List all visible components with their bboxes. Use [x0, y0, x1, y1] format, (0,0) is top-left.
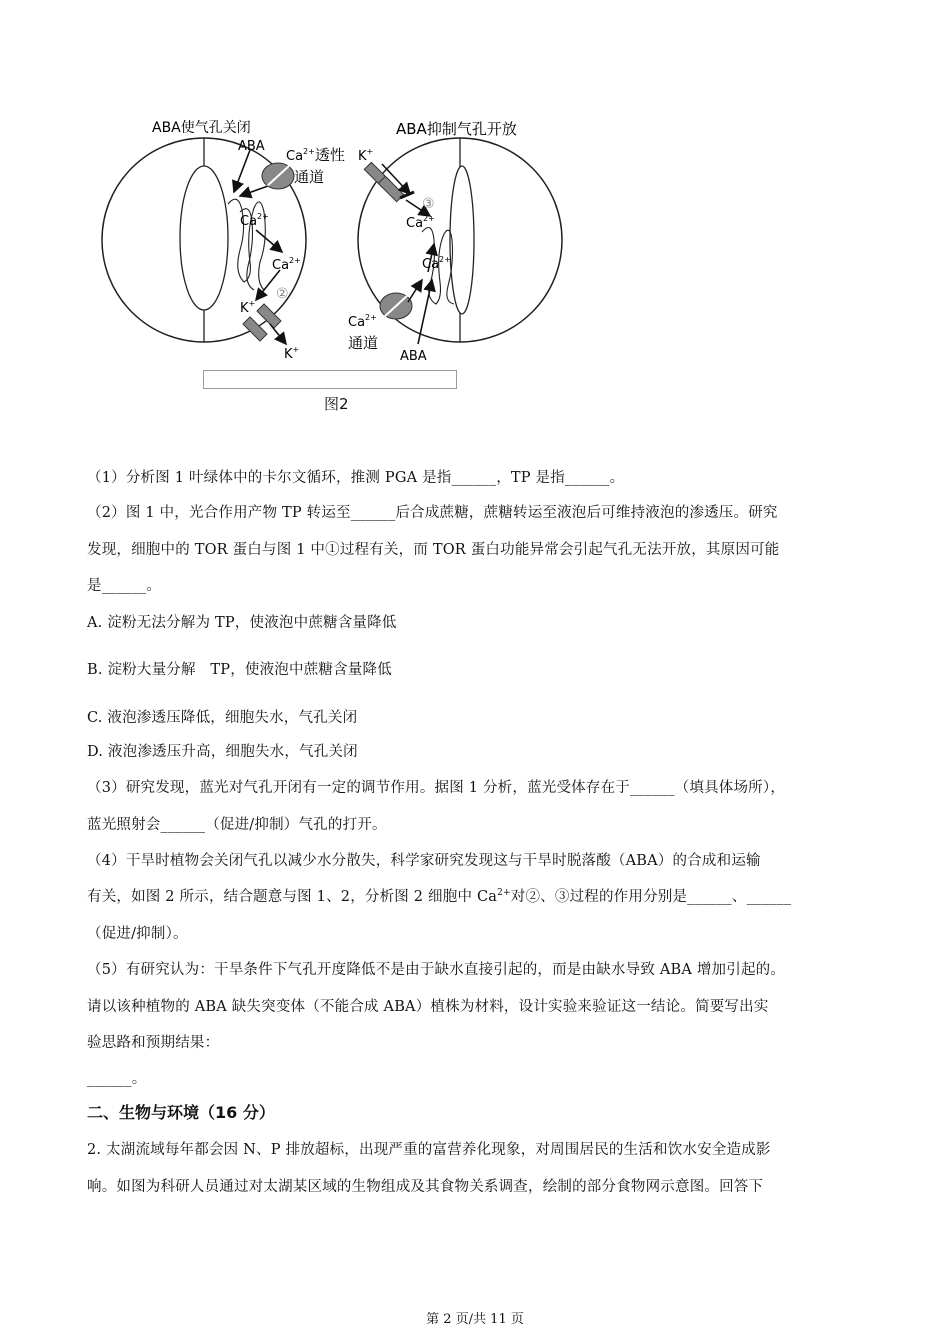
question-4-line-1: （4）干旱时植物会关闭气孔以减少水分散失，科学家研究发现这与干旱时脱落酸（ABA）的合成和运输 [87, 853, 761, 869]
section-2-title: 二、生物与环境（16 分） [87, 1103, 275, 1122]
q4-text-b: 对②、③过程的作用分别是______、______ [510, 889, 792, 905]
section-2-question-line-2: 响。如图为科研人员通过对太湖某区域的生物组成及其食物关系调查，绘制的部分食物网示意图。回答下 [87, 1179, 764, 1195]
label-channel-right: 通道 [348, 334, 379, 352]
question-1: （1）分析图 1 叶绿体中的卡尔文循环，推测 PGA 是指______，TP 是指______。 [87, 470, 625, 486]
question-4-line-2 [87, 885, 791, 906]
option-c: C. 液泡渗透压降低，细胞失水，气孔关闭 [87, 710, 358, 726]
caption-box [203, 370, 457, 389]
question-3-line-1: （3）研究发现，蓝光对气孔开闭有一定的调节作用。据图 1 分析，蓝光受体存在于______（填具体场所）， [87, 780, 786, 796]
question-2-line-1: （2）图 1 中，光合作用产物 TP 转运至______后合成蔗糖，蔗糖转运至液泡后可维持液泡的渗透压。研究 [87, 505, 778, 521]
label-ca-right-2: $Ca^{2+}$ [422, 255, 451, 272]
left-stoma-pore [180, 166, 228, 310]
label-ca-left-1: $Ca^{2+}$ [240, 212, 269, 229]
option-a: A. 淀粉无法分解为 TP，使液泡中蔗糖含量降低 [87, 615, 397, 631]
question-3-line-2: 蓝光照射会______（促进/抑制）气孔的打开。 [87, 817, 387, 833]
label-ca-channel-right: $Ca^{2+}$ [348, 313, 377, 330]
q4-text-a: 有关，如图 2 所示，结合题意与图 1、2，分析图 2 细胞中 Ca [87, 889, 498, 905]
page-footer: 第 2 页/共 11 页 [426, 1312, 524, 1327]
figure-2 [100, 112, 580, 422]
label-k-left-2: K+ [284, 345, 300, 362]
q4-superscript: 2+ [497, 888, 511, 899]
question-5-answer: ______。 [87, 1071, 147, 1087]
question-5-line-1: （5）有研究认为：干旱条件下气孔开度降低不是由于缺水直接引起的，而是由缺水导致 ABA 增加引起的。 [87, 962, 786, 978]
section-2-question-line-1: 2. 太湖流域每年都会因 N、P 排放超标，出现严重的富营养化现象，对周围居民的生活和饮水安全造成影 [87, 1142, 771, 1158]
label-channel-left: 通道 [294, 168, 325, 186]
right-stoma-pore [450, 166, 474, 314]
right-title: ABA抑制气孔开放 [396, 120, 517, 138]
label-aba-right: ABA [400, 349, 427, 364]
question-5-line-3: 验思路和预期结果： [87, 1035, 220, 1051]
left-title: ABA使气孔关闭 [152, 120, 251, 136]
label-ca-channel-left: $Ca^{2+}$透性 [286, 146, 345, 164]
question-4-line-3: （促进/抑制）。 [87, 926, 188, 942]
question-2-line-2: 发现，细胞中的 TOR 蛋白与图 1 中①过程有关，而 TOR 蛋白功能异常会引起气孔无法开放，其原因可能 [87, 542, 780, 558]
label-aba-left: ABA [238, 139, 265, 154]
label-process-2: ② [276, 286, 289, 302]
label-ca-right-1: $Ca^{2+}$ [406, 214, 435, 231]
label-k-right: K+ [358, 147, 374, 164]
label-k-left-1: K+ [240, 299, 256, 316]
question-2-line-3: 是______。 [87, 578, 162, 594]
option-d: D. 液泡渗透压升高，细胞失水，气孔关闭 [87, 744, 358, 760]
label-ca-left-2: $Ca^{2+}$ [272, 256, 301, 273]
figure-caption: 图2 [324, 395, 349, 413]
label-process-3: ③ [422, 196, 435, 212]
option-b: B. 淀粉大量分解 TP，使液泡中蔗糖含量降低 [87, 662, 392, 678]
question-5-line-2: 请以该种植物的 ABA 缺失突变体（不能合成 ABA）植株为材料，设计实验来验证这一结论。简要写出实 [87, 999, 769, 1015]
